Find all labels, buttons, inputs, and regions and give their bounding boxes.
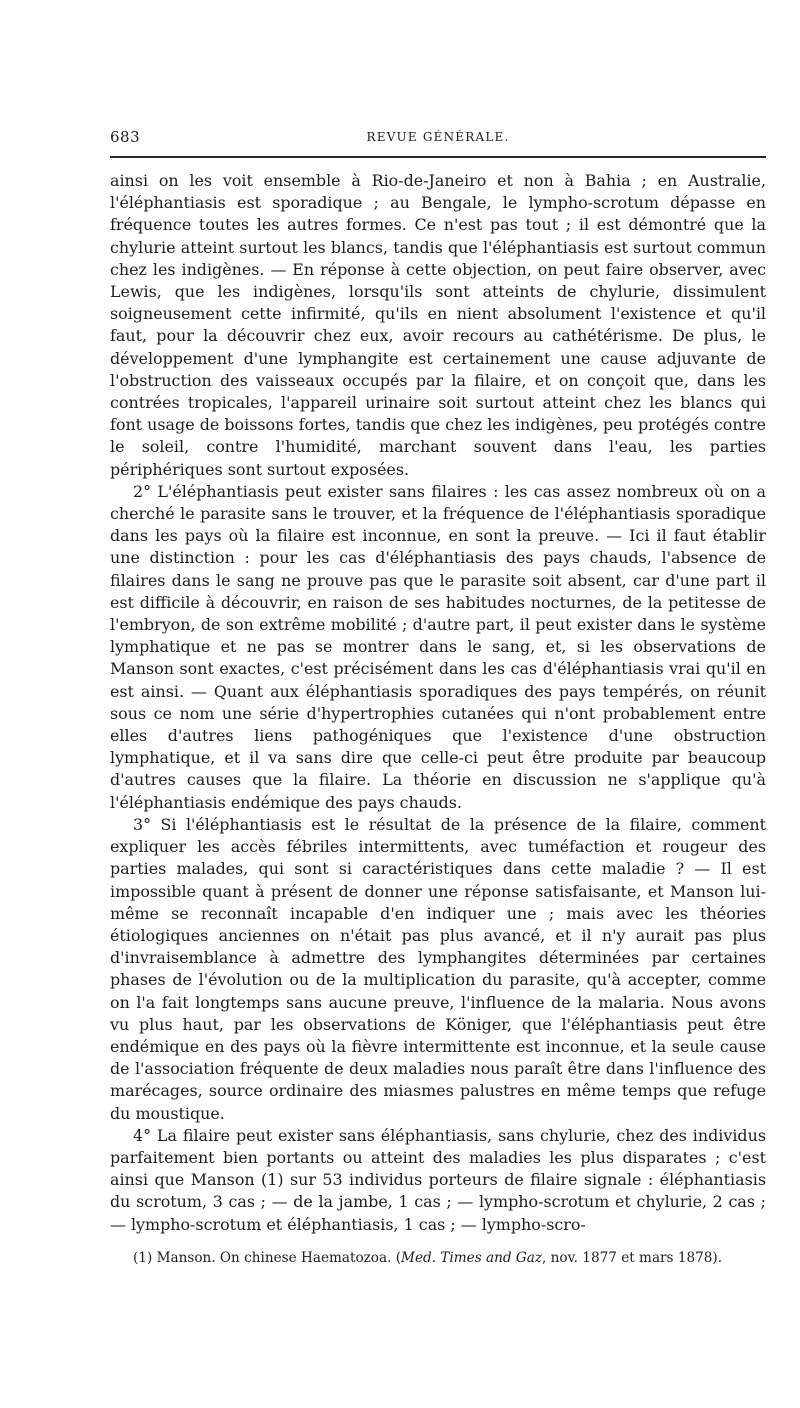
paragraph-4: 4° La filaire peut exister sans éléphantiasis, sans chylurie, chez des individus parfaitement bien portants ou atteint des maladies les plus disparates ; c'est ainsi que Manson (1) sur 53 individus porteurs de filaire signale : éléphantiasis du scrotum, 3 cas ; — de la jambe, 1 cas ; — lympho-scrotum et chylurie, 2 cas ; — lympho-scrotum et éléphantiasis, 1 cas ; — lympho-scro-: [110, 1125, 766, 1234]
page-header: [110, 124, 766, 146]
footnote-lead: (1) Manson. On chinese Haematozoa. (: [133, 1249, 402, 1266]
paragraph-2: 2° L'éléphantiasis peut exister sans filaires : les cas assez nombreux où on a cherché le parasite sans le trouver, et la fréquence de l'éléphantiasis sporadique dans les pays où la filaire est inconnue, en sont la preuve. — Ici il faut établir une distinction : pour les cas d'éléphantiasis des pays chauds, l'absence de filaires dans le sang ne prouve pas que le parasite soit absent, car d'une part il est difficile à découvrir, en raison de ses habitudes nocturnes, de la petitesse de l'embryon, de son extrême mobilité ; d'autre part, il peut exister dans le système lymphatique et ne pas se montrer dans le sang, et, si les observations de Manson sont exactes, c'est précisément dans les cas d'éléphantiasis vrai qu'il en est ainsi. — Quant aux éléphantiasis sporadiques des pays tempérés, on réunit sous ce nom une série d'hypertrophies cutanées qui n'ont probablement entre elles d'autres liens pathogéniques que l'existence d'une obstruction lymphatique, et il va sans dire que celle-ci peut être produite par beaucoup d'autres causes que la filaire. La théorie en discussion ne s'applique qu'à l'éléphantiasis endémique des pays chauds.: [110, 481, 766, 812]
paragraph-3: 3° Si l'éléphantiasis est le résultat de la présence de la filaire, comment expliquer les accès fébriles intermittents, avec tuméfaction et rougeur des parties malades, qui sont si caractéristiques dans cette maladie ? — Il est impossible quant à présent de donner une réponse satisfaisante, et Manson lui-même se reconnaît incapable d'en indiquer une ; mais avec les théories étiologiques anciennes on n'était pas plus avancé, et il n'y aurait pas plus d'invraisemblance à admettre des lymphangites déterminées par certaines phases de l'évolution ou de la multiplication du parasite, qu'à accepter, comme on l'a fait longtemps sans aucune preuve, l'influence de la malaria. Nous avons vu plus haut, par les observations de Königer, que l'éléphantiasis peut être endémique en des pays où la fièvre intermittente est inconnue, et la seule cause de l'association fréquente de deux maladies nous paraît être dans l'influence des marécages, source ordinaire des miasmes palustres en même temps que refuge du moustique.: [110, 814, 766, 1123]
page: [110, 124, 766, 1267]
footnote-tail: , nov. 1877 et mars 1878).: [542, 1249, 723, 1266]
footnote: [110, 1249, 766, 1267]
running-title: REVUE GÉNÉRALE.: [366, 130, 510, 144]
paragraph-1: ainsi on les voit ensemble à Rio-de-Janeiro et non à Bahia ; en Australie, l'éléphantiasis est sporadique ; au Bengale, le lympho-scrotum dépasse en fréquence toutes les autres formes. Ce n'est pas tout ; il est démontré que la chylurie atteint surtout les blancs, tandis que l'éléphantiasis est surtout commun chez les indigènes. — En réponse à cette objection, on peut faire observer, avec Lewis, que les indigènes, lorsqu'ils sont atteints de chylurie, dissimulent soigneusement cette infirmité, qu'ils en nient absolument l'existence et qu'il faut, pour la découvrir chez eux, avoir recours au cathétérisme. De plus, le développement d'une lymphangite est certainement une cause adjuvante de l'obstruction des vaisseaux occupés par la filaire, et on conçoit que, dans les contrées tropicales, l'appareil urinaire soit surtout atteint chez les blancs qui font usage de boissons fortes, tandis que chez les indigènes, peu protégés contre le soleil, contre l'humidité, marchant souvent dans l'eau, les parties périphériques sont surtout exposées.: [110, 171, 766, 479]
body-text: [110, 170, 766, 1236]
header-rule: [110, 156, 766, 158]
page-number: 683: [110, 128, 141, 146]
footnote-journal: Med. Times and Gaz: [401, 1249, 543, 1266]
